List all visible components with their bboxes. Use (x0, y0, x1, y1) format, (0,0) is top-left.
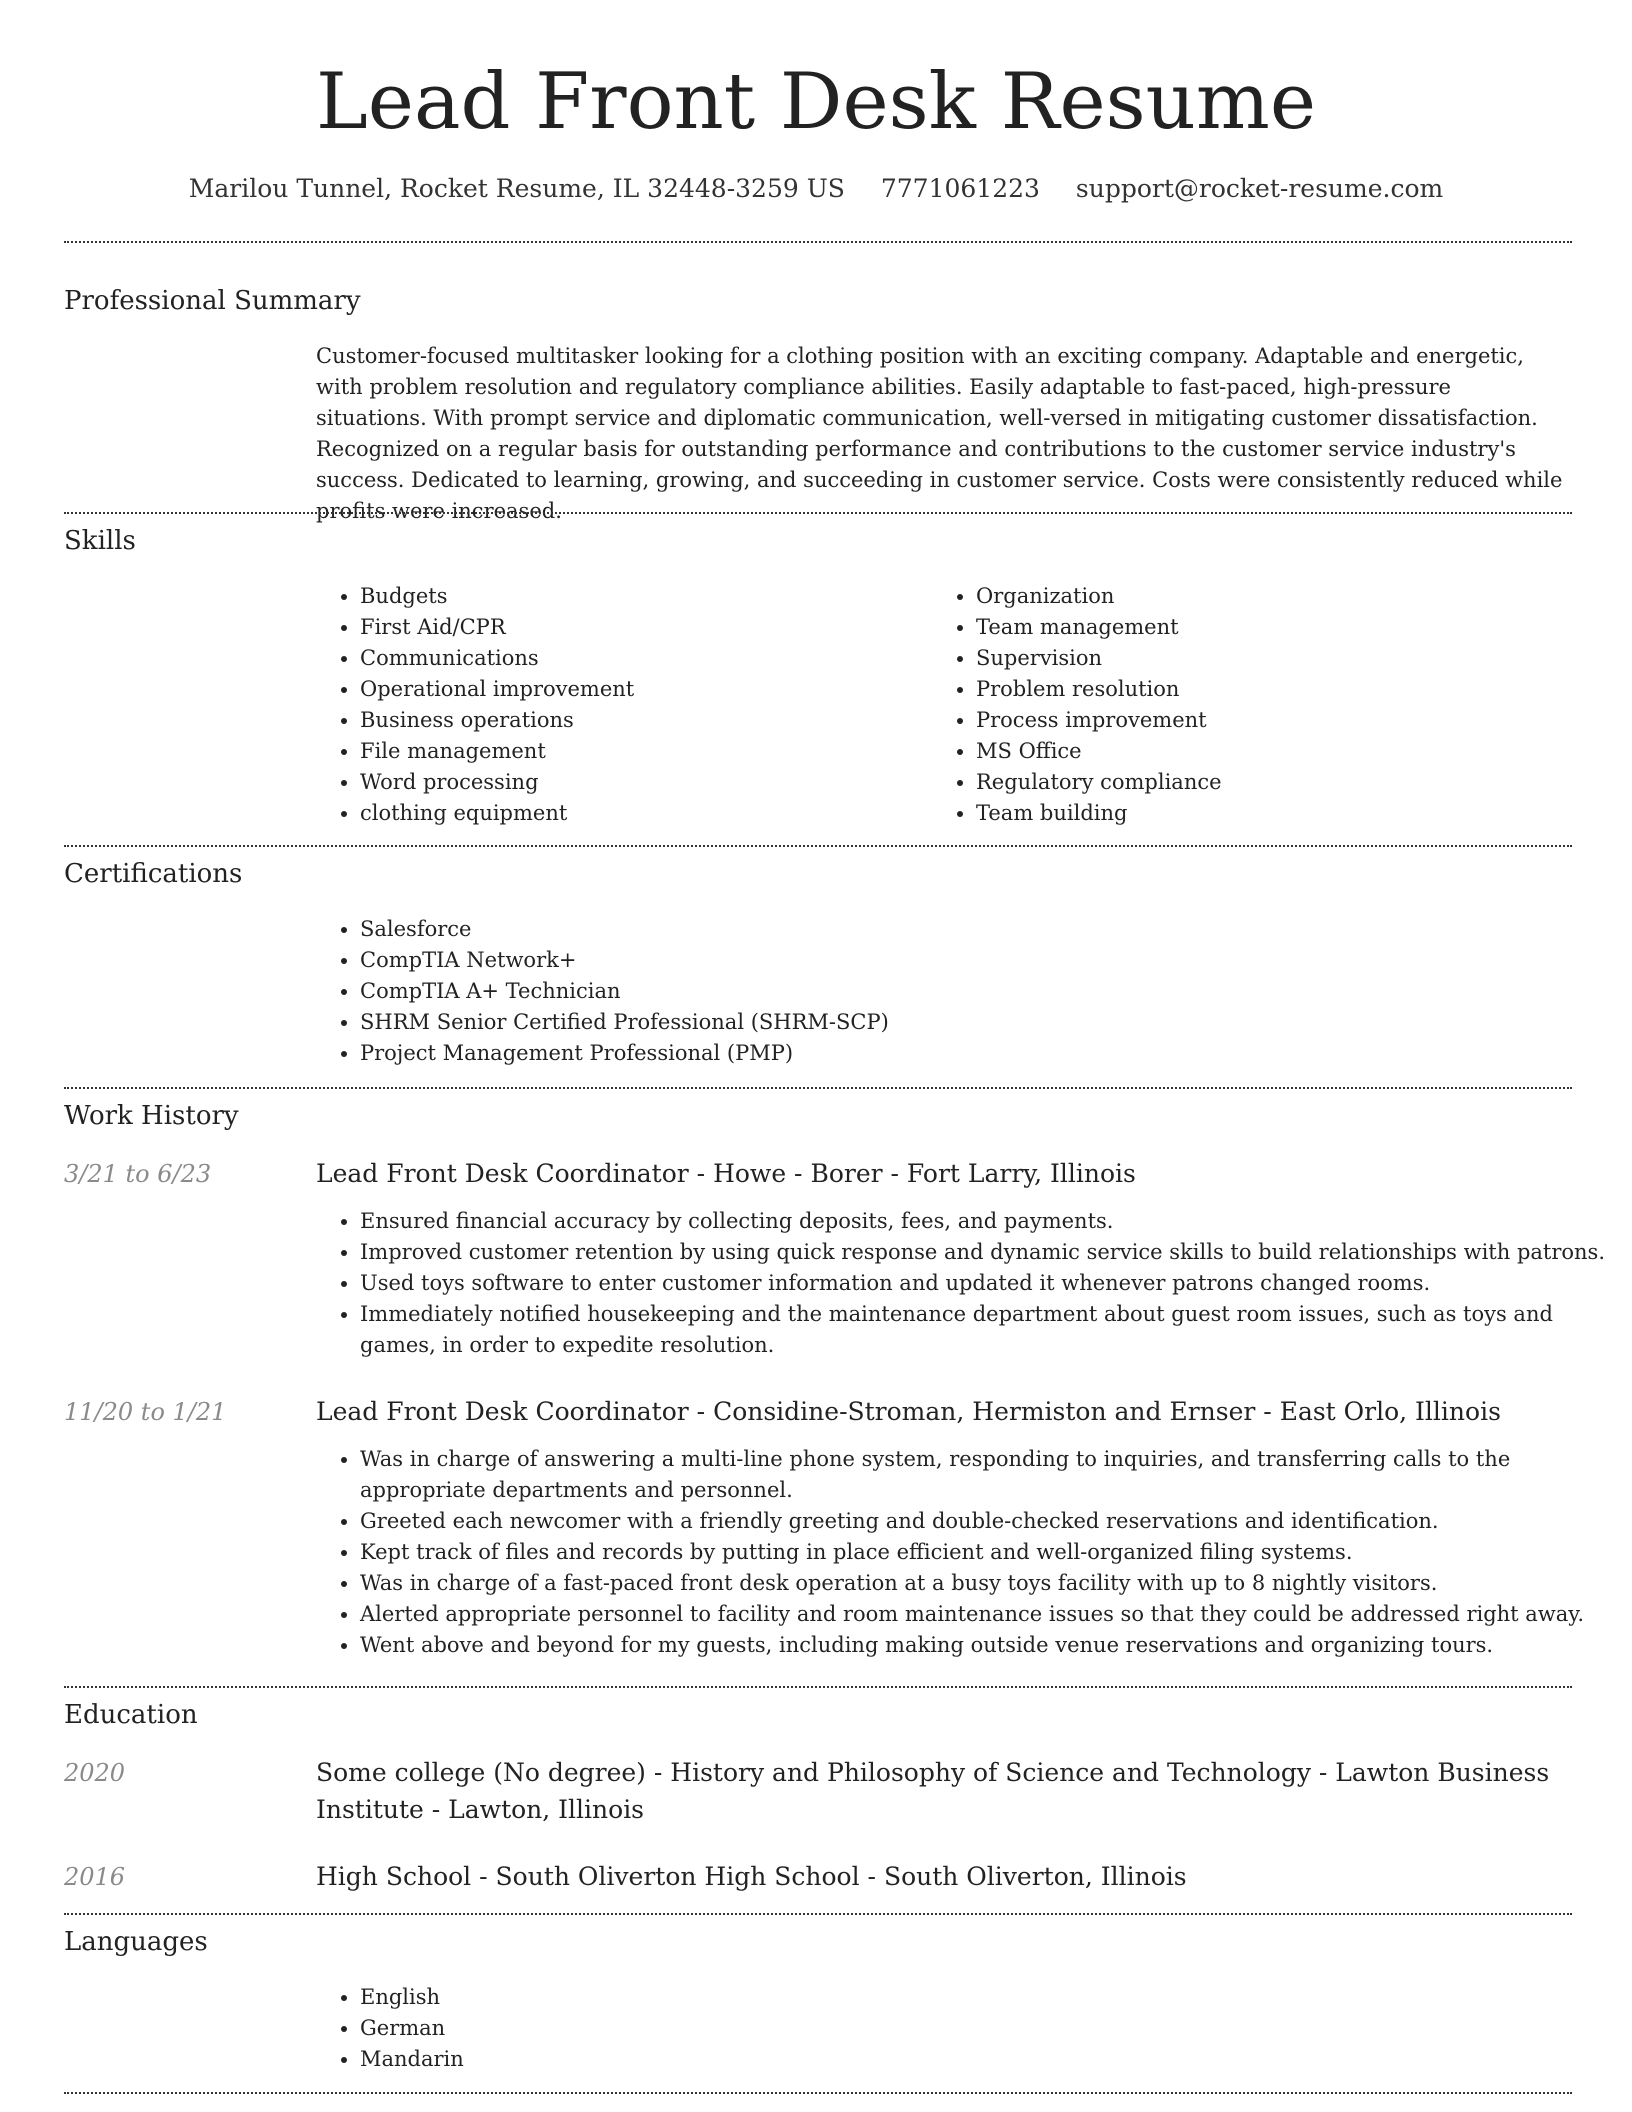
contact-line (0, 171, 1632, 207)
section-divider (64, 1686, 1572, 1688)
section-divider (64, 241, 1572, 243)
summary-text: Customer-focused multitasker looking for a clothing position with an exciting company. Adaptable and energetic, with problem resolution and regulatory compliance abilities. Easily adaptable to fast-paced, high-pressure situations. With prompt service and diplomatic communication, well-versed in mitigating customer dissatisfaction. Recognized on a regular basis for outstanding performance and contributions to the customer service industry's success. Dedicated to learning, growing, and succeeding in customer service. Costs were consistently reduced while profits were increased. (316, 344, 1563, 523)
list-item: • Budgets (360, 581, 920, 612)
education-degree: High School (316, 1862, 472, 1891)
section-divider (64, 512, 1572, 514)
separator: - (696, 1159, 714, 1188)
list-item: • First Aid/CPR (360, 612, 920, 643)
contact-email: support@rocket-resume.com (1075, 174, 1444, 203)
separator: - (653, 1758, 671, 1787)
education-degree: Some college (No degree) (316, 1758, 646, 1787)
list-item: • Mandarin (360, 2044, 960, 2075)
work-heading: Work History (64, 1101, 239, 1131)
list-item: • CompTIA A+ Technician (360, 976, 1560, 1007)
list-item: • Salesforce (360, 914, 1560, 945)
section-divider (64, 1913, 1572, 1915)
list-item: • Kept track of files and records by putting in place efficient and well-organized filing systems. (360, 1537, 1610, 1568)
languages-heading: Languages (64, 1927, 208, 1957)
list-item: • Communications (360, 643, 920, 674)
education-year: 2020 (64, 1759, 126, 1787)
job-title: Lead Front Desk Coordinator (316, 1397, 689, 1426)
list-item: • Team building (976, 798, 1576, 829)
job-heading (316, 1155, 1566, 1192)
education-year: 2016 (64, 1863, 126, 1891)
list-item: • Process improvement (976, 705, 1576, 736)
list-item: • Word processing (360, 767, 920, 798)
job-employer: Howe - Borer - Fort Larry, Illinois (713, 1159, 1136, 1188)
list-item: • Used toys software to enter customer information and updated it whenever patrons changed rooms. (360, 1268, 1610, 1299)
skills-list-left (316, 581, 920, 829)
list-item: • Project Management Professional (PMP) (360, 1038, 1560, 1069)
list-item: • Greeted each newcomer with a friendly greeting and double-checked reservations and identification. (360, 1506, 1610, 1537)
separator: - (479, 1862, 496, 1891)
list-item: • SHRM Senior Certified Professional (SHRM-SCP) (360, 1007, 1560, 1038)
education-heading: Education (64, 1700, 198, 1730)
languages-list (316, 1982, 960, 2075)
education-detail: South Oliverton High School - South Oliverton, Illinois (495, 1862, 1187, 1891)
certifications-heading: Certifications (64, 859, 243, 889)
job-dates: 11/20 to 1/21 (64, 1398, 227, 1426)
list-item: • clothing equipment (360, 798, 920, 829)
contact-address: Marilou Tunnel, Rocket Resume, IL 32448-3259 US (188, 174, 845, 203)
job-dates: 3/21 to 6/23 (64, 1160, 212, 1188)
section-divider (64, 2092, 1572, 2094)
list-item: • Team management (976, 612, 1576, 643)
summary-heading: Professional Summary (64, 286, 361, 316)
list-item: • CompTIA Network+ (360, 945, 1560, 976)
list-item: • Organization (976, 581, 1576, 612)
list-item: • Was in charge of answering a multi-line phone system, responding to inquiries, and transferring calls to the appropriate departments and personnel. (360, 1444, 1610, 1506)
contact-phone: 7771061223 (880, 174, 1040, 203)
certifications-list (316, 914, 1560, 1069)
job-title: Lead Front Desk Coordinator (316, 1159, 689, 1188)
list-item: • Was in charge of a fast-paced front desk operation at a busy toys facility with up to 8 nightly visitors. (360, 1568, 1610, 1599)
list-item: • German (360, 2013, 960, 2044)
list-item: • Went above and beyond for my guests, including making outside venue reservations and organizing tours. (360, 1630, 1610, 1661)
education-entry (316, 1858, 1566, 1895)
list-item: • Supervision (976, 643, 1576, 674)
job-bullets (316, 1444, 1610, 1661)
skills-heading: Skills (64, 526, 136, 556)
list-item: • Business operations (360, 705, 920, 736)
list-item: • Alerted appropriate personnel to facility and room maintenance issues so that they could be addressed right away. (360, 1599, 1610, 1630)
section-divider (64, 1087, 1572, 1089)
skills-list-right (932, 581, 1576, 829)
list-item: • MS Office (976, 736, 1576, 767)
job-bullets (316, 1206, 1610, 1361)
list-item: • Ensured financial accuracy by collecting deposits, fees, and payments. (360, 1206, 1610, 1237)
job-employer: Considine-Stroman, Hermiston and Ernser - East Orlo, Illinois (713, 1397, 1501, 1426)
list-item: • English (360, 1982, 960, 2013)
separator: - (696, 1397, 714, 1426)
section-divider (64, 845, 1572, 847)
education-detail: History and Philosophy of Science and Technology - Lawton Business Institute - Lawton, Illinois (316, 1758, 1550, 1824)
job-heading (316, 1393, 1566, 1430)
list-item: • Improved customer retention by using quick response and dynamic service skills to build relationships with patrons. (360, 1237, 1610, 1268)
list-item: • Immediately notified housekeeping and the maintenance department about guest room issues, such as toys and games, in order to expedite resolution. (360, 1299, 1610, 1361)
education-entry (316, 1754, 1566, 1828)
list-item: • Problem resolution (976, 674, 1576, 705)
list-item: • Operational improvement (360, 674, 920, 705)
page-title: Lead Front Desk Resume (316, 57, 1316, 147)
list-item: • File management (360, 736, 920, 767)
list-item: • Regulatory compliance (976, 767, 1576, 798)
